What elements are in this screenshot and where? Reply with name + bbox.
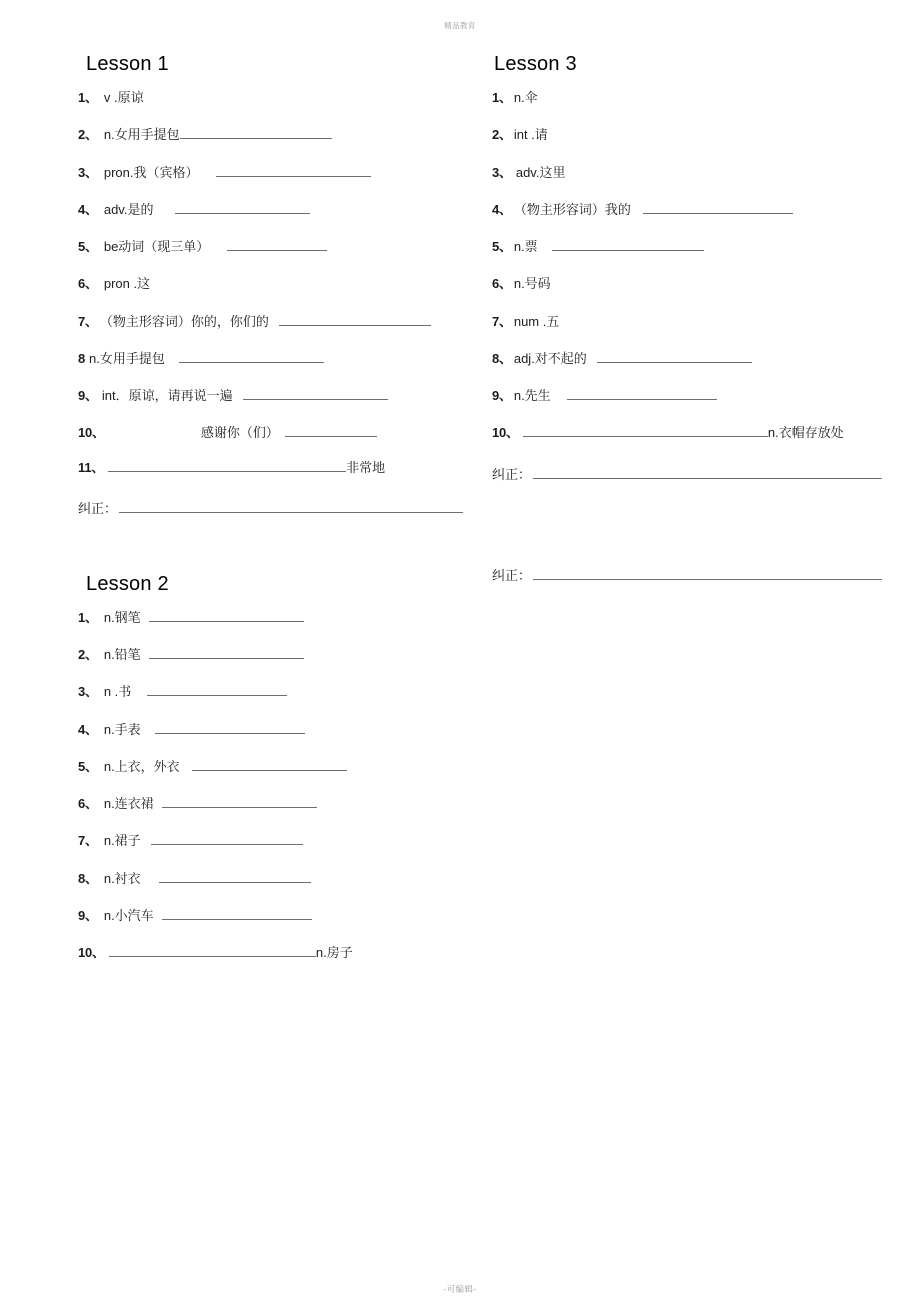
- item-definition: pron .这: [103, 276, 151, 292]
- item-definition: n.钢笔: [103, 609, 141, 625]
- item-number: 3、: [78, 684, 98, 700]
- item-number: 1、: [492, 90, 512, 105]
- item-definition: n.上衣，外衣: [103, 758, 180, 774]
- vocab-item[interactable]: [492, 351, 892, 367]
- correction-label: 纠正：: [492, 466, 532, 482]
- page-header-watermark: 精品教育: [444, 21, 476, 30]
- item-number: 4、: [78, 201, 98, 217]
- correction-row[interactable]: [78, 498, 463, 517]
- correction-row[interactable]: [492, 464, 882, 483]
- item-number: 2、: [492, 127, 512, 143]
- item-number: 4、: [78, 721, 98, 737]
- answer-blank[interactable]: [151, 833, 303, 845]
- vocab-item[interactable]: [78, 351, 478, 367]
- item-definition: n.裙子: [103, 833, 141, 849]
- vocab-item[interactable]: [492, 314, 892, 330]
- item-definition-trailing: n.衣帽存放处: [767, 425, 844, 441]
- item-number: 7、: [78, 833, 98, 849]
- item-definition: adv.这里: [515, 164, 566, 180]
- answer-blank[interactable]: [243, 388, 388, 400]
- vocab-item[interactable]: [78, 796, 478, 812]
- item-definition: n.女用手提包: [103, 127, 180, 143]
- item-definition: int .请: [513, 127, 548, 143]
- answer-blank[interactable]: [159, 871, 311, 883]
- vocab-list: [78, 610, 478, 962]
- item-definition: be动词（现三单）: [103, 239, 210, 254]
- vocab-item[interactable]: [78, 90, 478, 106]
- item-number: 6、: [492, 276, 512, 292]
- vocab-item[interactable]: [492, 90, 892, 106]
- item-definition: n.连衣裙: [103, 796, 154, 811]
- vocab-item[interactable]: [78, 647, 478, 663]
- correction-blank[interactable]: [533, 467, 882, 479]
- item-definition: （物主形容词）我的: [513, 201, 631, 217]
- item-definition: n.票: [513, 239, 538, 254]
- vocab-item[interactable]: [78, 610, 478, 626]
- answer-blank[interactable]: [179, 351, 324, 363]
- answer-blank[interactable]: [216, 165, 371, 177]
- item-number: 8、: [492, 350, 512, 366]
- item-number: 2、: [78, 127, 98, 143]
- vocab-item[interactable]: [78, 684, 478, 700]
- vocab-item[interactable]: [78, 460, 478, 476]
- answer-blank[interactable]: [108, 460, 346, 472]
- item-definition: （物主形容词）你的，你们的: [99, 313, 269, 329]
- answer-blank[interactable]: [192, 759, 347, 771]
- answer-blank[interactable]: [149, 610, 304, 622]
- item-number: 4、: [492, 201, 512, 217]
- correction-row-secondary[interactable]: [492, 565, 882, 584]
- item-number: 10、: [78, 945, 105, 960]
- vocab-item[interactable]: [492, 425, 892, 441]
- item-definition-trailing: 非常地: [346, 459, 386, 475]
- item-number: 8: [78, 350, 86, 366]
- item-number: 2、: [78, 647, 98, 662]
- item-number: 9、: [78, 388, 98, 403]
- item-number: 8、: [78, 870, 98, 886]
- answer-blank[interactable]: [643, 202, 793, 214]
- vocab-list: [78, 90, 478, 476]
- vocab-item[interactable]: [78, 314, 478, 330]
- item-definition: pron.我（宾格）: [103, 164, 199, 180]
- lesson-title: Lesson 2: [86, 572, 169, 595]
- item-definition-trailing: n.房子: [315, 945, 353, 960]
- item-number: 5、: [78, 758, 98, 774]
- item-number: 10、: [78, 425, 105, 441]
- item-definition: n.小汽车: [103, 907, 154, 923]
- lesson-title: Lesson 3: [494, 53, 577, 75]
- item-definition: n.号码: [513, 276, 551, 292]
- item-definition: n.先生: [513, 388, 551, 403]
- vocab-item[interactable]: [78, 833, 478, 849]
- vocab-item[interactable]: [78, 871, 478, 887]
- item-definition: adv.是的: [103, 201, 154, 217]
- item-number: 9、: [78, 907, 98, 923]
- worksheet-sheet: [0, 52, 920, 1262]
- lesson-block-3: [492, 52, 892, 483]
- vocab-item[interactable]: [78, 759, 478, 775]
- item-number: 7、: [492, 313, 512, 329]
- vocab-item[interactable]: [492, 276, 892, 292]
- correction-label: 纠正：: [78, 500, 118, 516]
- item-number: 6、: [78, 796, 98, 811]
- correction-blank[interactable]: [533, 568, 882, 580]
- item-number: 11、: [78, 459, 105, 475]
- vocab-item[interactable]: [78, 165, 478, 181]
- answer-blank[interactable]: [109, 945, 316, 957]
- vocab-item[interactable]: [78, 202, 478, 218]
- item-definition: adj.对不起的: [513, 350, 587, 366]
- item-number: 1、: [78, 609, 98, 625]
- vocab-item[interactable]: [78, 276, 478, 292]
- item-number: 7、: [78, 313, 98, 329]
- item-number: 1、: [78, 90, 98, 105]
- item-number: 3、: [78, 164, 98, 180]
- correction-blank[interactable]: [119, 501, 463, 513]
- item-number: 3、: [492, 164, 512, 180]
- vocab-item[interactable]: [78, 722, 478, 738]
- item-definition: int．原谅，请再说一遍: [101, 388, 233, 403]
- lesson-block-1: [78, 52, 478, 517]
- vocab-list: [492, 90, 892, 442]
- answer-blank[interactable]: [597, 351, 752, 363]
- answer-blank[interactable]: [162, 796, 317, 808]
- vocab-item[interactable]: [492, 202, 892, 218]
- item-definition: n.铅笔: [103, 647, 141, 662]
- item-definition: n .书: [103, 684, 132, 700]
- item-definition: n.衬衣: [103, 870, 141, 886]
- vocab-item[interactable]: [78, 239, 478, 255]
- vocab-item[interactable]: [78, 388, 478, 404]
- vocab-item[interactable]: [78, 127, 478, 143]
- vocab-item[interactable]: [492, 388, 892, 404]
- item-number: 10、: [492, 425, 519, 441]
- right-column: [492, 52, 892, 584]
- answer-blank[interactable]: [567, 388, 717, 400]
- lesson-block-2: [78, 572, 478, 962]
- left-column: [78, 52, 478, 982]
- item-definition: n.手表: [103, 721, 141, 737]
- item-number: 5、: [78, 239, 98, 254]
- answer-blank[interactable]: [523, 425, 768, 437]
- vocab-item[interactable]: [78, 425, 478, 441]
- item-definition: num .五: [513, 313, 560, 329]
- item-definition: n.女用手提包: [89, 350, 165, 366]
- correction-label: 纠正：: [492, 567, 532, 583]
- item-number: 9、: [492, 388, 512, 403]
- item-number: 5、: [492, 239, 512, 254]
- answer-blank[interactable]: [552, 239, 704, 251]
- answer-blank[interactable]: [147, 684, 287, 696]
- answer-blank[interactable]: [162, 908, 312, 920]
- page-footer-watermark: -可编辑-: [443, 1284, 477, 1294]
- vocab-item[interactable]: [492, 127, 892, 143]
- vocab-item[interactable]: [492, 239, 892, 255]
- item-number: 6、: [78, 276, 98, 292]
- item-definition: n.伞: [513, 90, 538, 105]
- answer-blank[interactable]: [175, 202, 310, 214]
- answer-blank[interactable]: [180, 127, 332, 139]
- answer-blank[interactable]: [155, 722, 305, 734]
- item-definition: v .原谅: [103, 90, 144, 105]
- vocab-item[interactable]: [492, 165, 892, 181]
- answer-blank[interactable]: [285, 425, 377, 437]
- vocab-item[interactable]: [78, 945, 478, 961]
- answer-blank[interactable]: [279, 314, 431, 326]
- answer-blank[interactable]: [149, 647, 304, 659]
- lesson-title: Lesson 1: [86, 53, 169, 75]
- vocab-item[interactable]: [78, 908, 478, 924]
- item-definition: 感谢你（们）: [200, 425, 279, 441]
- answer-blank[interactable]: [227, 239, 327, 251]
